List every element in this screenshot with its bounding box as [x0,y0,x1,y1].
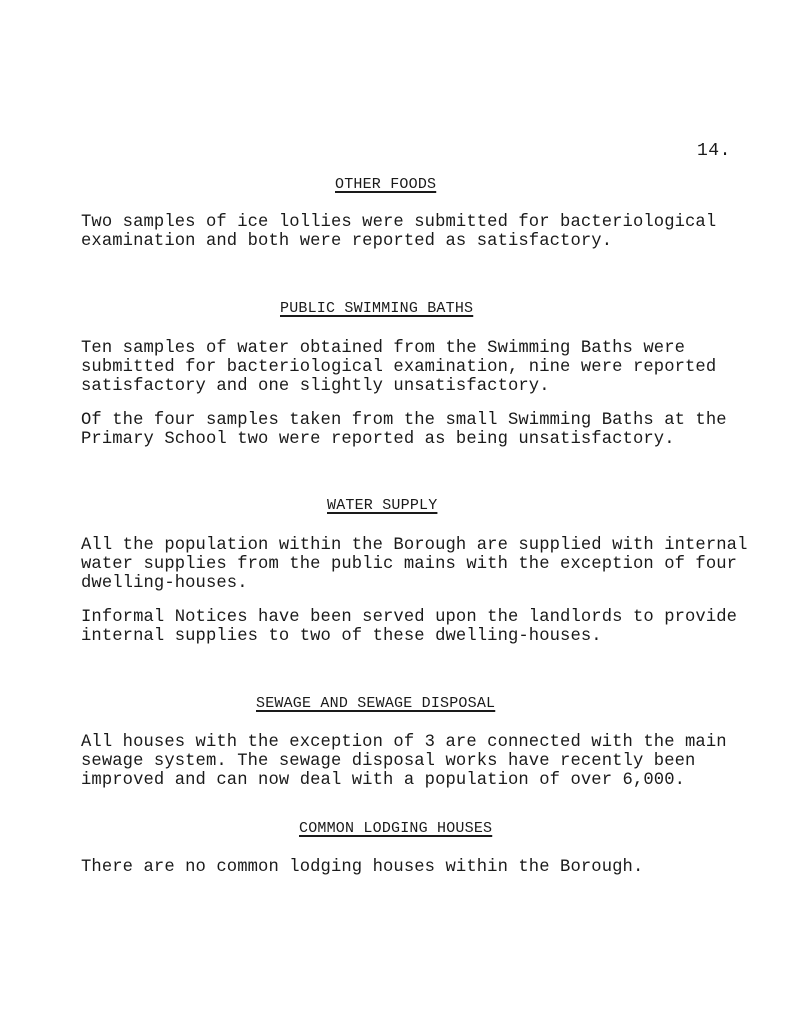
page-number: 14. [697,141,731,161]
text-line: internal supplies to two of these dwelling-houses. [81,627,602,646]
paragraph-water-supply-1 [81,536,771,593]
text-line: Informal Notices have been served upon the landlords to provide [81,608,738,627]
text-line: sewage system. The sewage disposal works have recently been [81,752,696,771]
text-line: satisfactory and one slightly unsatisfactory. [81,377,550,396]
text-line: Two samples of ice lollies were submitted for bacteriological [81,213,717,232]
paragraph-swimming-baths-1 [81,339,771,396]
text-line: Ten samples of water obtained from the Swimming Baths were [81,339,686,358]
text-line: dwelling-houses. [81,574,248,593]
heading-public-swimming-baths: PUBLIC SWIMMING BATHS [280,300,474,317]
text-line: submitted for bacteriological examination, nine were reported [81,358,717,377]
text-line: Of the four samples taken from the small Swimming Baths at the [81,411,727,430]
paragraph-other-foods [81,213,771,251]
paragraph-lodging-houses [81,858,771,877]
heading-sewage-disposal: SEWAGE AND SEWAGE DISPOSAL [256,695,496,712]
text-line: All the population within the Borough are supplied with internal [81,536,748,555]
text-line: examination and both were reported as satisfactory. [81,232,613,251]
heading-water-supply: WATER SUPPLY [327,497,438,514]
text-line: All houses with the exception of 3 are connected with the main [81,733,727,752]
heading-common-lodging-houses: COMMON LODGING HOUSES [299,820,493,837]
text-line: There are no common lodging houses within the Borough. [81,858,644,877]
paragraph-sewage [81,733,771,790]
heading-other-foods: OTHER FOODS [335,176,437,193]
paragraph-water-supply-2 [81,608,771,646]
text-line: water supplies from the public mains with the exception of four [81,555,738,574]
text-line: improved and can now deal with a population of over 6,000. [81,771,686,790]
text-line: Primary School two were reported as being unsatisfactory. [81,430,675,449]
paragraph-swimming-baths-2 [81,411,771,449]
